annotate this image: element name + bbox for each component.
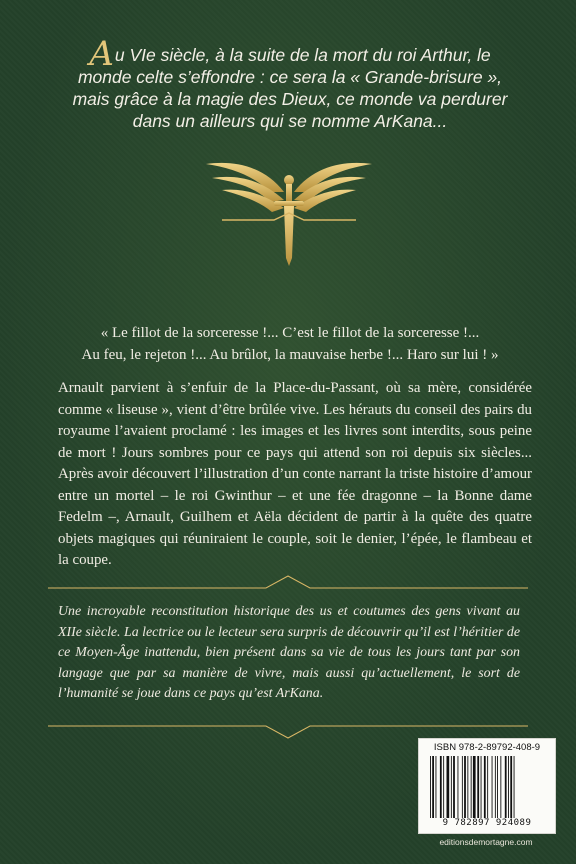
- barcode-bar: [430, 756, 431, 818]
- barcode-bar: [467, 756, 468, 818]
- barcode-digits: 9 782897 924089: [442, 818, 532, 828]
- barcode-bar: [432, 756, 434, 818]
- barcode-bar: [495, 756, 496, 818]
- blurb-paragraph: Une incroyable reconstitution historique des us et coutumes des gens vivant au XIIe siècle. La lectrice ou le lecteur sera surpris de découvrir qu’il est l’héritier de ce Moyen-Âge inattendu, bien présent dans sa vie de tous les jours tant par son langage que par sa manière de vivre, mais aussi qu’actuellement, le sort de l’humanité se joue dans ce pays qu’est ArKana.: [58, 604, 520, 701]
- intro-paragraph: [70, 34, 510, 132]
- barcode-bar: [447, 756, 450, 818]
- barcode-bar: [440, 756, 442, 818]
- barcode-bar: [473, 756, 476, 818]
- winged-sword-icon: [204, 158, 374, 268]
- barcode-bar: [508, 756, 509, 818]
- barcode-bar: [492, 756, 493, 818]
- isbn-label: ISBN 978-2-89792-408-9: [433, 742, 541, 753]
- barcode-bar: [514, 756, 515, 818]
- barcode-bar: [453, 756, 455, 818]
- barcode-bar: [443, 756, 444, 818]
- barcode-bar: [505, 756, 507, 818]
- summary-paragraph: [58, 378, 532, 572]
- publisher-website: editionsdemortagne.com: [439, 837, 533, 847]
- barcode-bar: [458, 756, 459, 818]
- barcode-bar: [436, 756, 437, 818]
- barcode-bar: [464, 756, 466, 818]
- barcode-bar: [497, 756, 498, 818]
- barcode-icon: [429, 756, 547, 818]
- summary-text: Arnault parvient à s’enfuir de la Place-du-Passant, où sa mère, considérée comme « liseuse », vient d’être brûlée vive. Les hérauts du conseil des pairs du royaume l’avaient proclamé : les images et les livres sont interdits, sous peine de mort ! Jours sombres pour ce pays qui attend son roi depuis six siècles... Après avoir découvert l’illustration d’un conte narrant la triste histoire d’amour entre un mortel – le roi Gwinthur – et une fée dragonne – la Bonne dame Fedelm –, Arnault, Guilhem et Aëla décident de partir à la quête des quatre objets magiques qui réuniraient le couple, soit le denier, l’épée, le flambeau et la coupe.: [58, 380, 532, 568]
- barcode-bar: [484, 756, 486, 818]
- barcode-panel: [418, 738, 556, 834]
- barcode-bar: [487, 756, 488, 818]
- barcode-bar: [481, 756, 482, 818]
- barcode-bar: [500, 756, 501, 818]
- barcode-bar: [451, 756, 452, 818]
- quote-line-1: « Le fillot de la sorceresse !... C’est le fillot de la sorceresse !...: [100, 325, 480, 341]
- barcode-bar: [462, 756, 463, 818]
- intro-text: u VIe siècle, à la suite de la mort du roi Arthur, le monde celte s’effondre : ce sera la « Grande-brisure », mais grâce à la magie des Dieux, ce monde va perdurer dans un ailleurs qui se nomme ArKana...: [72, 45, 508, 131]
- barcode-bar: [471, 756, 472, 818]
- quote-line-2: Au feu, le rejeton !... Au brûlot, la mauvaise herbe !... Haro sur lui ! »: [81, 347, 499, 363]
- barcode-bar: [477, 756, 479, 818]
- drop-cap: A: [89, 34, 114, 74]
- quote-block: [60, 322, 520, 366]
- barcode-bar: [510, 756, 512, 818]
